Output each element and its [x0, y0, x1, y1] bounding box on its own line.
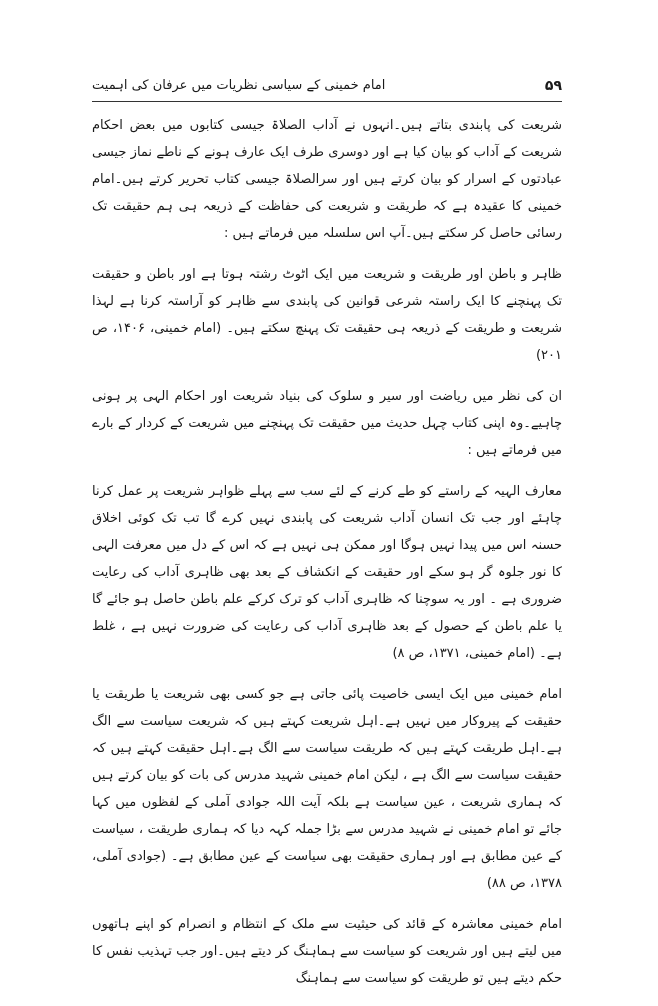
paragraph: امام خمینی میں ایک ایسی خاصیت پائی جاتی ہے جو کسی بھی شریعت یا طریقت یا حقیقت کے پیروکار میں نہیں ہے۔اہل شریعت کہتے ہیں کہ شریعت سیاست سے الگ ہے۔اہل طریقت کہتے ہیں کہ طریقت سیاست سے الگ ہے۔اہل حقیقت کہتے ہیں کہ حقیقت سیاست سے الگ ہے ، لیکن امام خمینی شہید مدرس کی بات کو بیان کرتے ہیں کہ ہماری شریعت ، عین سیاست ہے بلکہ آیت اللہ جوادی آملی کے لفظوں میں کہا جائے تو امام خمینی نے شہید مدرس سے بڑا جملہ کہہ دیا کہ ہماری طریقت ، سیاست کے عین مطابق ہے اور ہماری حقیقت بھی سیاست کے عین مطابق ہے۔ (جوادی آملی، ۱۳۷۸، ص ۸۸)	[92, 687, 562, 891]
running-header-title: امام خمینی کے سیاسی نظریات میں عرفان کی اہمیت	[92, 78, 386, 93]
body-text	[92, 112, 562, 1006]
block-quote: ظاہر و باطن اور طریقت و شریعت میں ایک اٹوٹ رشتہ ہوتا ہے اور باطن و حقیقت تک پہنچنے کا ایک راستہ شرعی قوانین کی پابندی سے ظاہر کو آراستہ کرنا ہے لہذا شریعت و طریقت کے ذریعہ ہی حقیقت تک پہنچ سکتے ہیں۔ (امام خمینی، ۱۴۰۶، ص ۲۰۱)	[92, 267, 562, 363]
running-header	[92, 76, 562, 100]
paragraph: ان کی نظر میں ریاضت اور سیر و سلوک کی بنیاد شریعت اور احکام الہی پر ہونی چاہیے۔وہ اپنی کتاب چہل حدیث میں حقیقت تک پہنچنے میں شریعت کے کردار کے بارے میں فرماتے ہیں :	[92, 389, 562, 458]
block-quote: معارف الہیہ کے راستے کو طے کرنے کے لئے سب سے پہلے ظواہر شریعت پر عمل کرنا چاہئے اور جب تک انسان آداب شریعت کی پابندی نہیں کرے گا تب تک کوئی اخلاق حسنہ اس میں پیدا نہیں ہوگا اور ممکن ہی نہیں ہے کہ اس کے دل میں معرفت الہی کا نور جلوہ گر ہو سکے اور حقیقت کے انکشاف کے بعد بھی ظاہری آداب کی رعایت ضروری ہے ۔ اور یہ سوچنا کہ ظاہری آداب کو ترک کرکے علم باطن حاصل ہو جائے گا یا علم باطن کے حصول کے بعد ظاہری آداب کی رعایت کی ضرورت نہیں ہے ، غلط ہے۔ (امام خمینی، ۱۳۷۱، ص ۸)	[92, 484, 562, 661]
page-number: ۵۹	[544, 78, 562, 94]
paragraph: امام خمینی معاشرہ کے قائد کی حیثیت سے ملک کے انتظام و انصرام کو اپنے ہاتھوں میں لیتے ہیں اور شریعت کو سیاست سے ہماہنگ کر دیتے ہیں۔اور جب تہذیب نفس کا حکم دیتے ہیں تو طریقت کو سیاست سے ہماہنگ	[92, 917, 562, 986]
header-divider	[92, 101, 562, 102]
paragraph: شریعت کی پابندی بتاتے ہیں۔انہوں نے آداب الصلاۃ جیسی کتابوں میں بعض احکام شریعت کے آداب کو بیان کیا ہے اور دوسری طرف ایک عارف ہونے کے ناطے نماز جیسی عبادتوں کے اسرار کو بیان کرتے ہیں اور سرالصلاۃ جیسی کتاب تحریر کرتے ہیں۔امام خمینی کا عقیدہ ہے کہ طریقت و شریعت کی حفاظت کے ذریعہ ہی ہم حقیقت تک رسائی حاصل کر سکتے ہیں۔آپ اس سلسلہ میں فرماتے ہیں :	[92, 118, 562, 241]
